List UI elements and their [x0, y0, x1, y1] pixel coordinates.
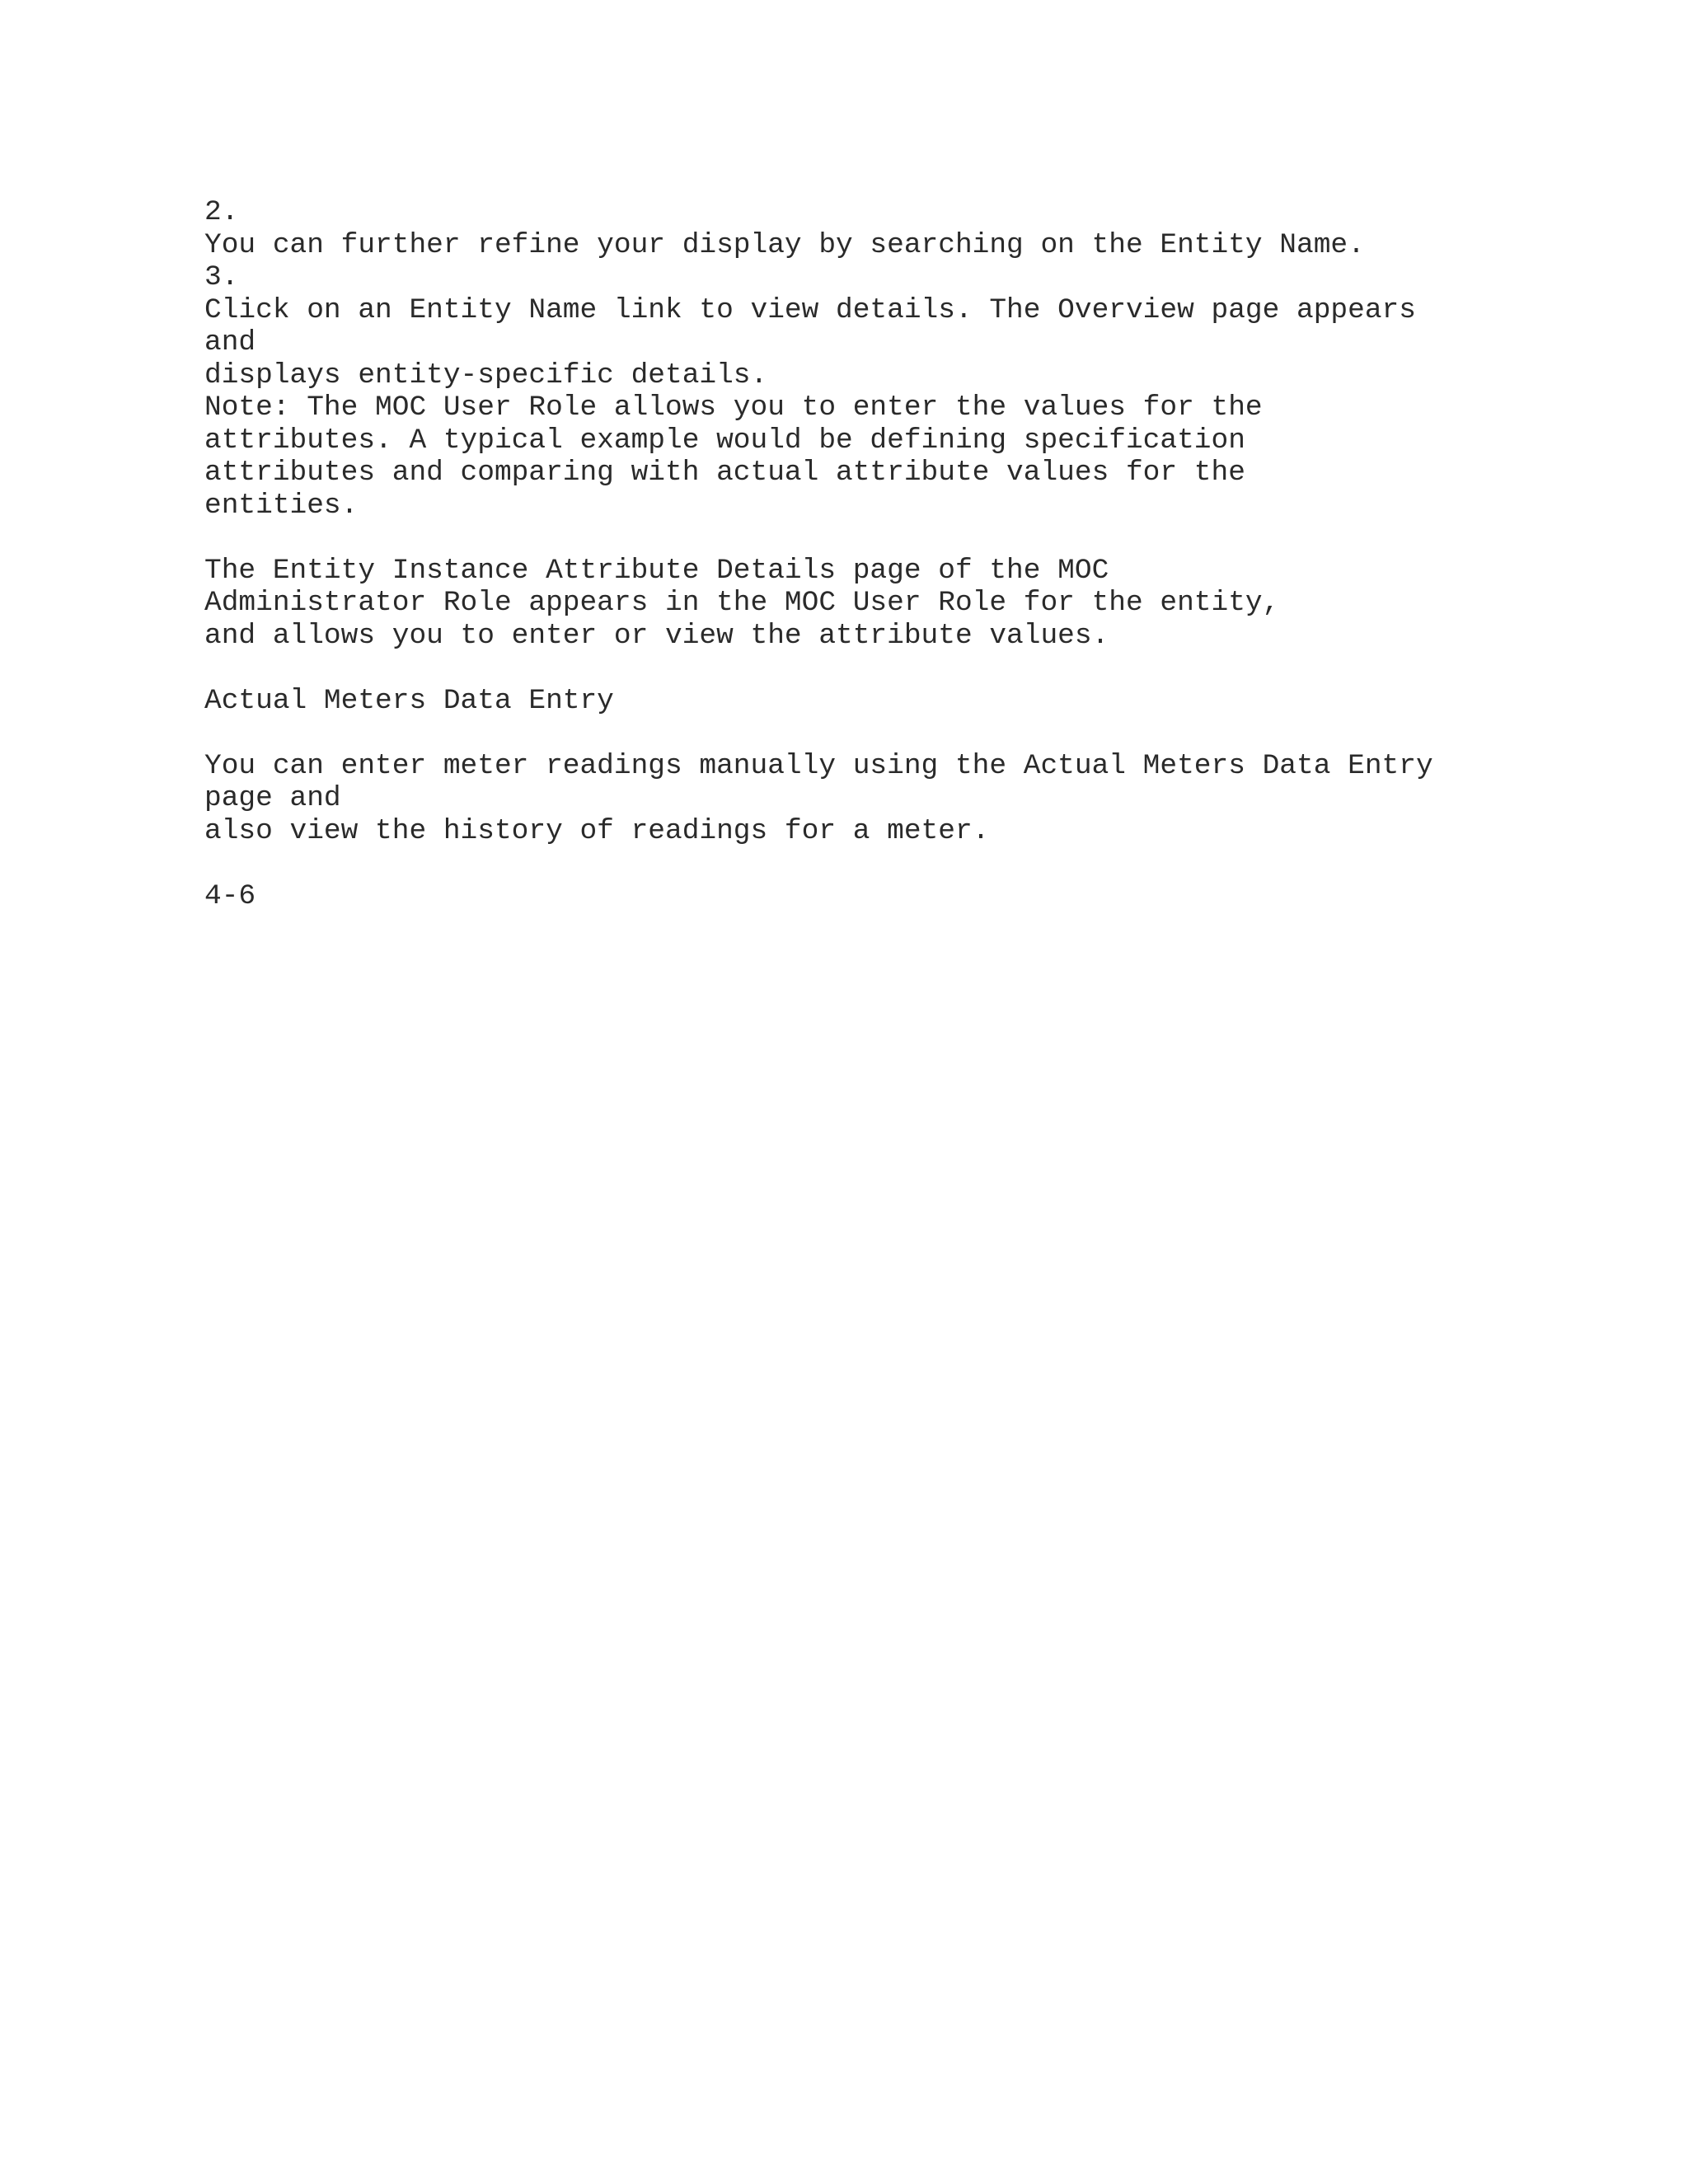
document-body	[204, 196, 1606, 912]
step-3-text-line-3: displays entity-specific details.	[204, 359, 768, 391]
paragraph-2-line-1: You can enter meter readings manually using the Actual Meters Data Entry	[204, 749, 1433, 782]
step-2-number: 2.	[204, 196, 239, 228]
spacer	[204, 847, 1606, 880]
paragraph-2-line-2: page and	[204, 782, 341, 814]
note-line-4: entities.	[204, 489, 359, 522]
paragraph-1-line-3: and allows you to enter or view the attribute values.	[204, 619, 1109, 652]
step-3-text-line-2: and	[204, 326, 256, 359]
note-line-2: attributes. A typical example would be defining specification	[204, 424, 1245, 457]
page-number: 4-6	[204, 879, 256, 912]
paragraph-1-line-1: The Entity Instance Attribute Details page of the MOC	[204, 554, 1109, 587]
step-3-text-line-1: Click on an Entity Name link to view details. The Overview page appears	[204, 293, 1416, 326]
paragraph-1-line-2: Administrator Role appears in the MOC User Role for the entity,	[204, 587, 1280, 619]
step-3-number: 3.	[204, 261, 239, 293]
spacer	[204, 652, 1606, 685]
section-heading: Actual Meters Data Entry	[204, 684, 614, 717]
note-line-3: attributes and comparing with actual attribute values for the	[204, 457, 1245, 489]
spacer	[204, 717, 1606, 750]
paragraph-2-line-3: also view the history of readings for a meter.	[204, 814, 990, 847]
spacer	[204, 522, 1606, 555]
note-line-1: Note: The MOC User Role allows you to enter the values for the	[204, 391, 1263, 424]
step-2-text: You can further refine your display by searching on the Entity Name.	[204, 228, 1365, 261]
